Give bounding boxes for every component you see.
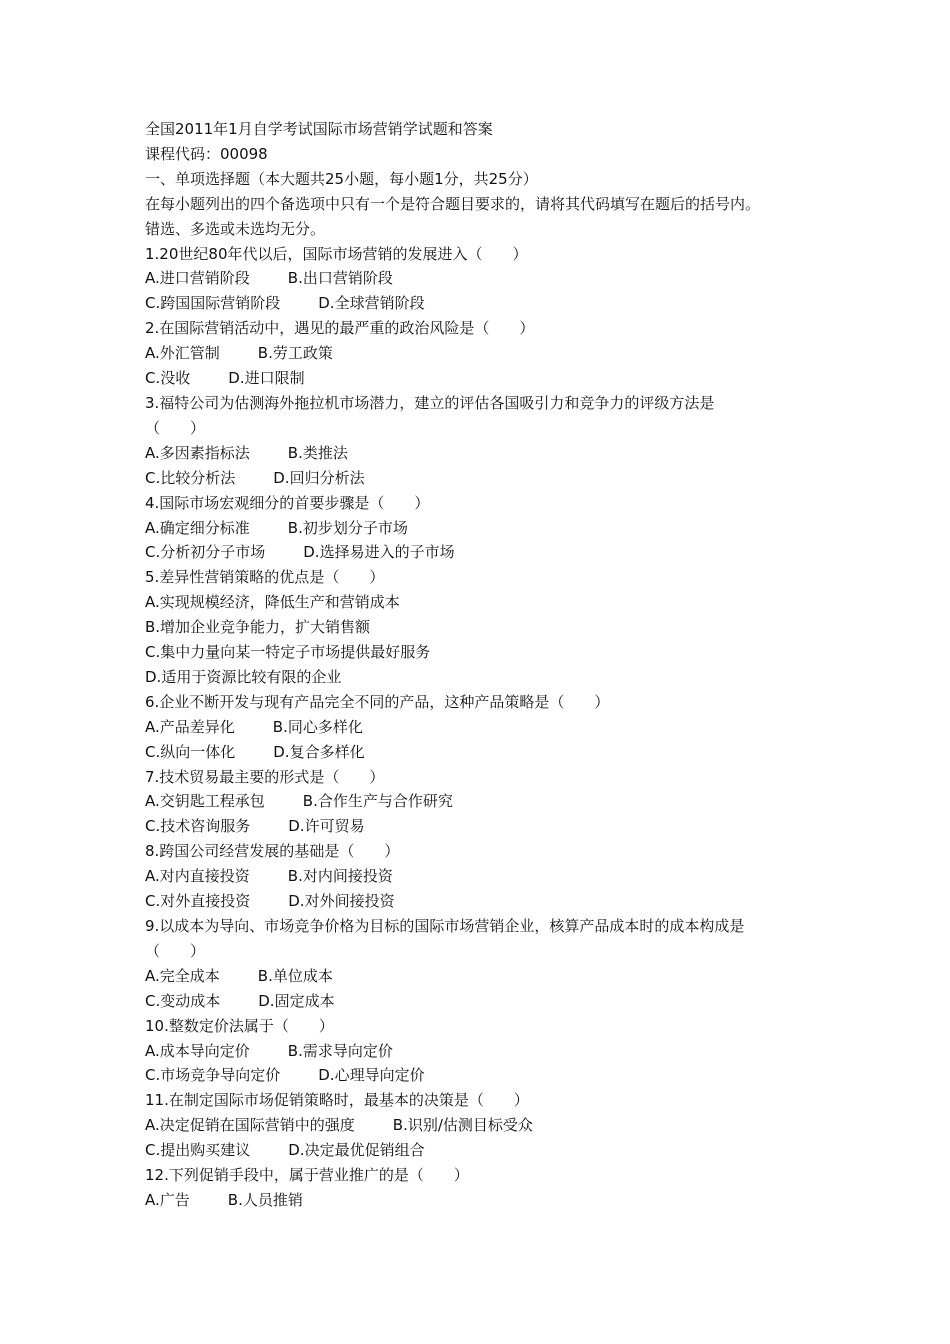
answer-option: A.完全成本 bbox=[145, 966, 220, 985]
option-row bbox=[145, 1113, 825, 1138]
answer-option: C.对外直接投资 bbox=[145, 892, 251, 911]
option-row bbox=[145, 864, 825, 889]
answer-option: D.对外间接投资 bbox=[288, 892, 395, 911]
answer-option: C.没收 bbox=[145, 369, 191, 388]
option-row bbox=[145, 715, 825, 740]
option-row bbox=[145, 814, 825, 839]
question-stem: 11.在制定国际市场促销策略时，最基本的决策是（ ） bbox=[145, 1091, 529, 1110]
answer-option: D.固定成本 bbox=[258, 991, 335, 1010]
answer-option: D.心理导向定价 bbox=[318, 1066, 425, 1085]
question-stem: 8.跨国公司经营发展的基础是（ ） bbox=[145, 842, 400, 861]
option-row bbox=[145, 590, 825, 615]
answer-option: A.产品差异化 bbox=[145, 717, 235, 736]
answer-option: A.确定细分标准 bbox=[145, 518, 250, 537]
question-stem: 3.福特公司为估测海外拖拉机市场潜力，建立的评估各国吸引力和竞争力的评级方法是 bbox=[145, 393, 715, 412]
option-row bbox=[145, 466, 825, 491]
answer-option: A.对内直接投资 bbox=[145, 867, 250, 886]
answer-option: B.初步划分子市场 bbox=[287, 518, 408, 537]
option-row bbox=[145, 341, 825, 366]
question-stem: 5.差异性营销策略的优点是（ ） bbox=[145, 568, 385, 587]
answer-option: B.类推法 bbox=[287, 443, 348, 462]
answer-option: B.出口营销阶段 bbox=[287, 269, 393, 288]
option-row bbox=[145, 640, 825, 665]
option-row bbox=[145, 665, 825, 690]
question-stem: 9.以成本为导向、市场竞争价格为目标的国际市场营销企业，核算产品成本时的成本构成是 bbox=[145, 917, 745, 935]
section-heading: 一、单项选择题（本大题共25小题，每小题1分，共25分） bbox=[145, 169, 538, 188]
option-row bbox=[145, 1063, 825, 1088]
option-row bbox=[145, 441, 825, 466]
question-stem: 4.国际市场宏观细分的首要步骤是（ ） bbox=[145, 493, 430, 512]
option-row bbox=[145, 789, 825, 814]
answer-option: B.单位成本 bbox=[257, 966, 333, 985]
instruction-line: 在每小题列出的四个备选项中只有一个是符合题目要求的，请将其代码填写在题后的括号内。 bbox=[145, 194, 761, 213]
question-stem-continuation: （ ） bbox=[145, 941, 206, 960]
option-row bbox=[145, 1138, 825, 1163]
option-row bbox=[145, 1188, 825, 1213]
option-row bbox=[145, 540, 825, 565]
answer-option: C.提出购买建议 bbox=[145, 1141, 251, 1160]
question-stem: 2.在国际营销活动中，遇见的最严重的政治风险是（ ） bbox=[145, 319, 535, 338]
option-row bbox=[145, 740, 825, 765]
answer-option: B.劳工政策 bbox=[257, 344, 333, 363]
question-stem: 12.下列促销手段中，属于营业推广的是（ ） bbox=[145, 1166, 469, 1185]
question-list bbox=[145, 242, 825, 1213]
answer-option: D.许可贸易 bbox=[288, 817, 365, 836]
option-row bbox=[145, 964, 825, 989]
answer-option: D.回归分析法 bbox=[273, 468, 365, 487]
question-stem: 10.整数定价法属于（ ） bbox=[145, 1016, 334, 1035]
answer-option: B.识别/估测目标受众 bbox=[392, 1116, 533, 1135]
answer-option: A.实现规模经济，降低生产和营销成本 bbox=[145, 593, 400, 612]
answer-option: D.进口限制 bbox=[228, 369, 305, 388]
answer-option: C.市场竞争导向定价 bbox=[145, 1066, 281, 1085]
question-stem: 6.企业不断开发与现有产品完全不同的产品，这种产品策略是（ ） bbox=[145, 692, 610, 711]
answer-option: A.进口营销阶段 bbox=[145, 269, 250, 288]
option-row bbox=[145, 366, 825, 391]
document-body bbox=[145, 117, 825, 1213]
question-stem-continuation: （ ） bbox=[145, 418, 206, 437]
answer-option: A.交钥匙工程承包 bbox=[145, 792, 265, 811]
answer-option: D.适用于资源比较有限的企业 bbox=[145, 667, 342, 686]
option-row bbox=[145, 266, 825, 291]
answer-option: A.成本导向定价 bbox=[145, 1041, 250, 1060]
answer-option: A.广告 bbox=[145, 1190, 190, 1209]
answer-option: B.人员推销 bbox=[227, 1190, 303, 1209]
instruction-line: 错选、多选或未选均无分。 bbox=[145, 219, 326, 238]
answer-option: B.需求导向定价 bbox=[287, 1041, 393, 1060]
answer-option: C.跨国国际营销阶段 bbox=[145, 294, 281, 313]
answer-option: C.纵向一体化 bbox=[145, 742, 236, 761]
option-row bbox=[145, 889, 825, 914]
answer-option: D.选择易进入的子市场 bbox=[303, 543, 455, 562]
answer-option: D.全球营销阶段 bbox=[318, 294, 425, 313]
question-stem: 1.20世纪80年代以后，国际市场营销的发展进入（ ） bbox=[145, 244, 528, 263]
question-stem: 7.技术贸易最主要的形式是（ ） bbox=[145, 767, 385, 786]
answer-option: B.合作生产与合作研究 bbox=[302, 792, 453, 811]
option-row bbox=[145, 989, 825, 1014]
document-title: 全国2011年1月自学考试国际市场营销学试题和答案 bbox=[145, 120, 493, 138]
answer-option: D.决定最优促销组合 bbox=[288, 1141, 425, 1160]
answer-option: C.比较分析法 bbox=[145, 468, 236, 487]
answer-option: A.决定促销在国际营销中的强度 bbox=[145, 1116, 355, 1135]
answer-option: C.分析初分子市场 bbox=[145, 543, 266, 562]
answer-option: B.对内间接投资 bbox=[287, 867, 393, 886]
answer-option: C.集中力量向某一特定子市场提供最好服务 bbox=[145, 643, 431, 662]
answer-option: C.变动成本 bbox=[145, 991, 221, 1010]
option-row bbox=[145, 615, 825, 640]
answer-option: B.增加企业竞争能力，扩大销售额 bbox=[145, 618, 371, 637]
option-row bbox=[145, 291, 825, 316]
option-row bbox=[145, 516, 825, 541]
answer-option: D.复合多样化 bbox=[273, 742, 365, 761]
answer-option: A.外汇管制 bbox=[145, 344, 220, 363]
course-code: 课程代码：00098 bbox=[145, 144, 268, 163]
answer-option: C.技术咨询服务 bbox=[145, 817, 251, 836]
option-row bbox=[145, 1039, 825, 1064]
answer-option: B.同心多样化 bbox=[272, 717, 363, 736]
answer-option: A.多因素指标法 bbox=[145, 443, 250, 462]
